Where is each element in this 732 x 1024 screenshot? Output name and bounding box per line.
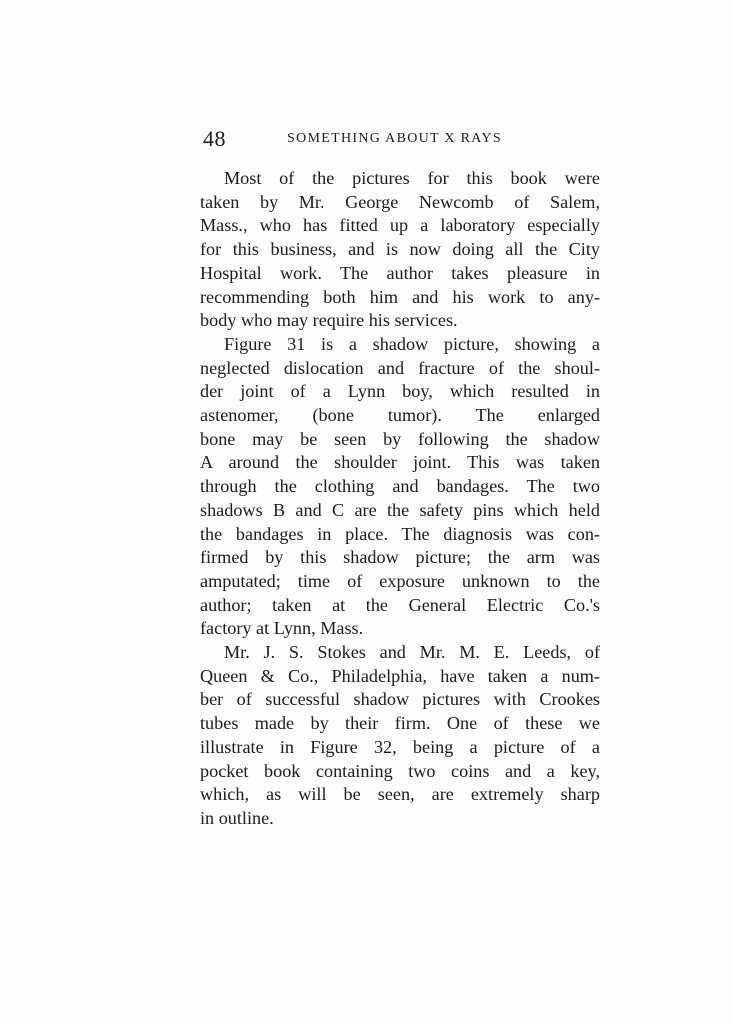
text-line: recommending both him and his work to any- [200,286,600,307]
text-line: Hospital work. The author takes pleasure in [200,262,600,283]
running-head [203,124,599,154]
text-line: Figure 31 is a shadow picture, showing a [224,333,600,354]
text-line: which, as will be seen, are extremely sharp [200,784,600,805]
text-line: firmed by this shadow picture; the arm was [200,547,600,568]
paragraph-3 [200,641,600,831]
text-line: shadows B and C are the safety pins which held [200,499,600,520]
body-text [200,167,600,831]
text-line: Mr. J. S. Stokes and Mr. M. E. Leeds, of [224,642,600,663]
text-line: factory at Lynn, Mass. [200,618,364,639]
text-line: author; taken at the General Electric Co.'s [200,594,600,615]
text-line: Most of the pictures for this book were [224,168,600,188]
text-line: the bandages in place. The diagnosis was con- [200,523,600,544]
text-line: A around the shoulder joint. This was taken [200,452,600,473]
text-line: Queen & Co., Philadelphia, have taken a num- [200,665,600,686]
text-line: amputated; time of exposure unknown to the [200,570,600,591]
text-line: illustrate in Figure 32, being a picture of a [200,736,600,757]
text-line: neglected dislocation and fracture of the shoul- [200,357,600,378]
text-line: astenomer, (bone tumor). The enlarged [200,405,600,426]
text-line: Mass., who has fitted up a laboratory especially [200,215,600,236]
page-number: 48 [203,126,226,151]
paragraph-2 [200,333,600,641]
running-title: SOMETHING ABOUT X RAYS [287,131,502,146]
paragraph-1 [200,167,600,333]
text-line: ber of successful shadow pictures with Crookes [200,689,600,710]
text-line: pocket book containing two coins and a key, [200,760,600,781]
text-line: in outline. [200,807,274,828]
text-line: for this business, and is now doing all the City [200,239,600,260]
text-line: body who may require his services. [200,310,458,331]
text-line: tubes made by their firm. One of these we [200,713,600,734]
text-line: der joint of a Lynn boy, which resulted in [200,381,600,402]
text-line: through the clothing and bandages. The two [200,476,600,497]
text-line: taken by Mr. George Newcomb of Salem, [200,191,600,212]
text-line: bone may be seen by following the shadow [200,428,600,449]
